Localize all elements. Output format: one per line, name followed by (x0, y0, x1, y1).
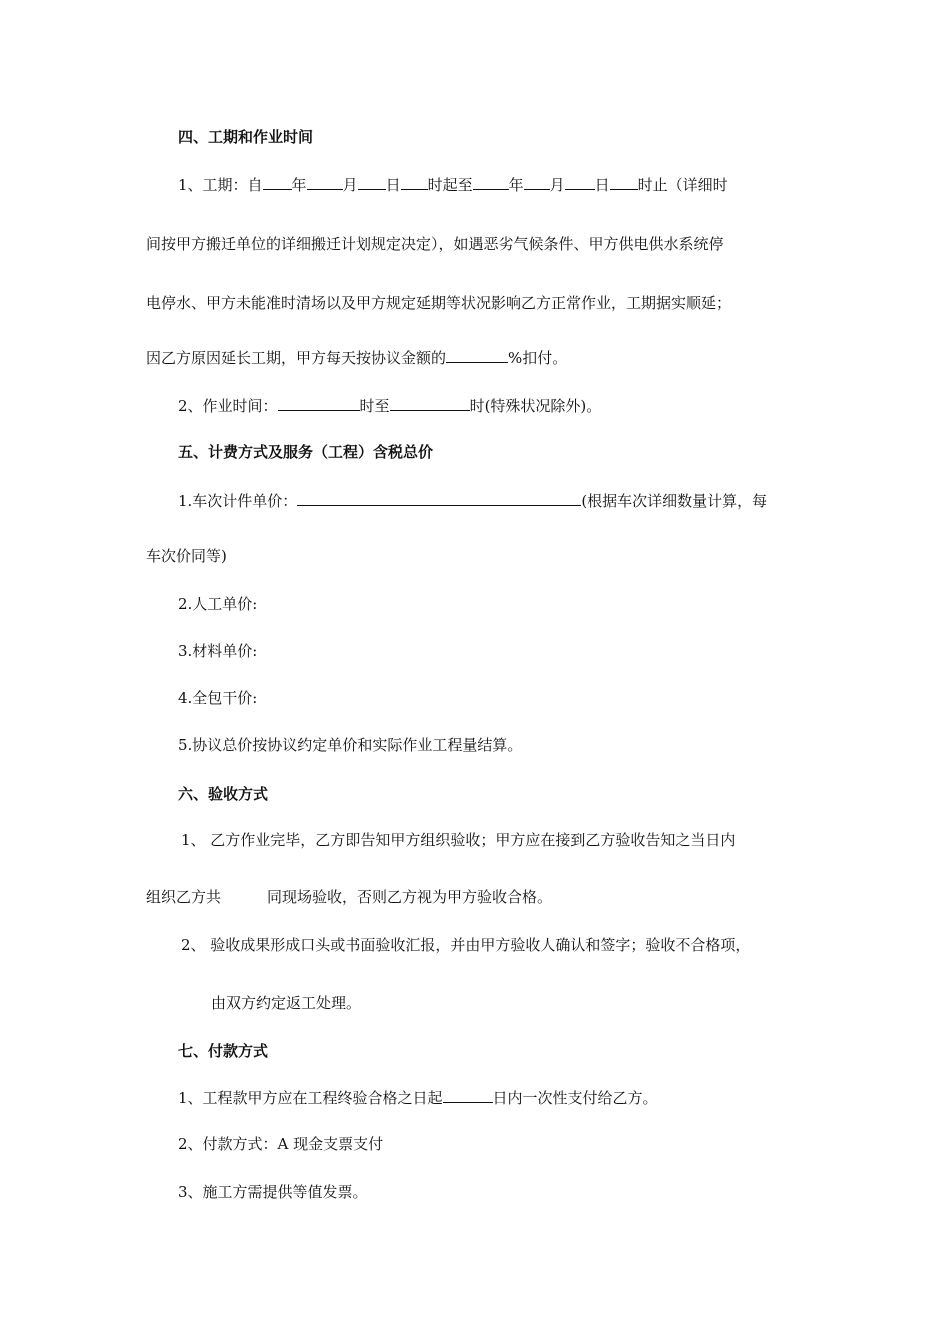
s5-p5: 5.协议总价按协议约定单价和实际作业工程量结算。 (178, 736, 523, 754)
s5-p2: 2.人工单价: (178, 595, 258, 613)
s6-p1-line1: 1、 乙方作业完毕，乙方即告知甲方组织验收；甲方应在接到乙方验收告知之当日内 (181, 831, 736, 849)
s5-p1-line1: 1.车次计件单价： (根据车次详细数量计算，每 (178, 492, 768, 510)
blank-start-year (263, 174, 292, 190)
blank-end-year (473, 174, 509, 190)
blank-start-day (358, 174, 386, 190)
s7-p1: 1、工程款甲方应在工程终验合格之日起 日内一次性支付给乙方。 (178, 1089, 658, 1107)
blank-trip-unit-price (297, 490, 581, 506)
s4-p1-line2: 间按甲方搬迁单位的详细搬迁计划规定决定），如遇恶劣气候条件、甲方供电供水系统停 (146, 235, 724, 253)
section-6-title: 六、验收方式 (178, 785, 269, 803)
s4-p2: 2、作业时间： 时至 时(特殊状况除外)。 (178, 397, 602, 415)
s4-p1-line3: 电停水、甲方未能准时清场以及甲方规定延期等状况影响乙方正常作业，工期据实顺延； (146, 294, 732, 312)
section-5-title: 五、计费方式及服务（工程）含税总价 (178, 443, 434, 461)
blank-end-hour (610, 174, 638, 190)
blank-payment-days (443, 1087, 493, 1103)
s5-p4: 4.全包干价: (178, 689, 258, 707)
s7-p3: 3、施工方需提供等值发票。 (178, 1183, 368, 1201)
blank-start-month (307, 174, 343, 190)
section-4-title: 四、工期和作业时间 (178, 128, 314, 146)
s4-p1-line1: 1、工期：自 年 月 日 时起至 年 月 日 时止（详细时 (178, 176, 728, 194)
s5-p1-line2: 车次价同等) (146, 547, 227, 565)
s4-p1-line4: 因乙方原因延长工期，甲方每天按协议金额的 %扣付。 (146, 349, 568, 367)
section-7-title: 七、付款方式 (178, 1042, 269, 1060)
blank-work-start (278, 395, 360, 411)
blank-start-hour (401, 174, 428, 190)
s5-p3: 3.材料单价: (178, 642, 258, 660)
s6-p2-line1: 2、 验收成果形成口头或书面验收汇报，并由甲方验收人确认和签字；验收不合格项， (181, 936, 751, 954)
s6-p1-line2: 组织乙方共 同现场验收，否则乙方视为甲方验收合格。 (146, 888, 553, 906)
blank-deduction-percent (446, 347, 508, 363)
s6-p2-line2: 由双方约定返工处理。 (211, 994, 362, 1012)
blank-end-month (524, 174, 550, 190)
blank-end-day (565, 174, 595, 190)
blank-work-end (390, 395, 470, 411)
s7-p2: 2、付款方式：A 现金支票支付 (178, 1135, 384, 1153)
